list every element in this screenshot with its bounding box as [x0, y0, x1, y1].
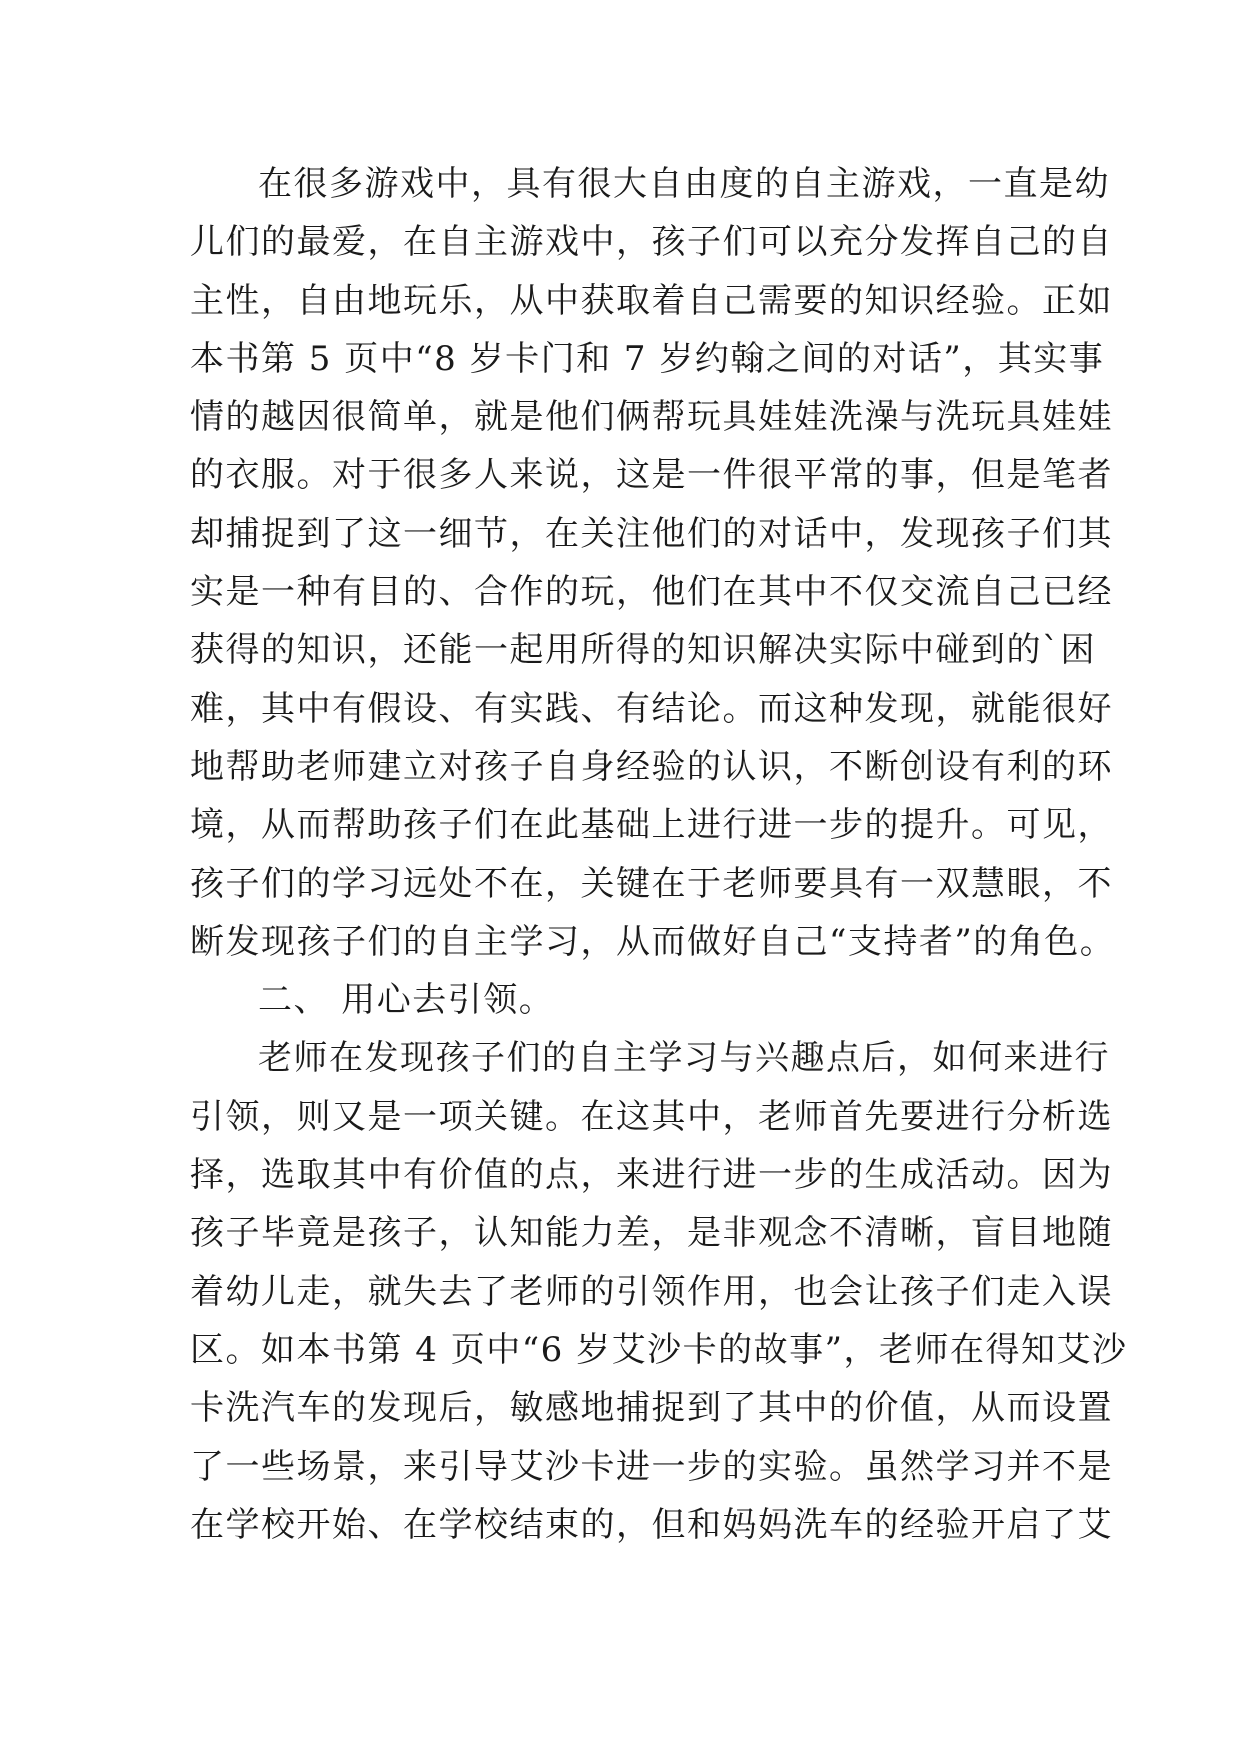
paragraph-line: 区。如本书第 4 页中“6 岁艾沙卡的故事”，老师在得知艾沙 [190, 1329, 1128, 1370]
paragraph-line: 境，从而帮助孩子们在此基础上进行进一步的提升。可见， [190, 805, 1113, 846]
paragraph-line: 卡洗汽车的发现后，敏感地捕捉到了其中的价值，从而设置 [190, 1388, 1113, 1429]
paragraph-line: 本书第 5 页中“8 岁卡门和 7 岁约翰之间的对话”，其实事 [190, 338, 1105, 379]
paragraph-line: 断发现孩子们的自主学习，从而做好自己“支持者”的角色。 [190, 921, 1116, 962]
paragraph-line: 择，选取其中有价值的点，来进行进一步的生成活动。因为 [190, 1155, 1113, 1196]
paragraph-line: 实是一种有目的、合作的玩，他们在其中不仅交流自己已经 [190, 572, 1113, 613]
paragraph-line: 儿们的最爱，在自主游戏中，孩子们可以充分发挥自己的自 [190, 222, 1113, 263]
paragraph-line: 地帮助老师建立对孩子自身经验的认识，不断创设有利的环 [190, 746, 1113, 787]
document-page [190, 155, 1128, 1554]
paragraph-line: 难，其中有假设、有实践、有结论。而这种发现，就能很好 [190, 688, 1113, 729]
paragraph-line: 获得的知识，还能一起用所得的知识解决实际中碰到的`困 [190, 630, 1096, 671]
paragraph-2 [190, 1029, 1128, 1554]
paragraph-line: 在学校开始、在学校结束的，但和妈妈洗车的经验开启了艾 [190, 1504, 1113, 1545]
paragraph-line: 主性，自由地玩乐，从中获取着自己需要的知识经验。正如 [190, 280, 1113, 321]
paragraph-1 [190, 155, 1116, 971]
paragraph-line: 着幼儿走，就失去了老师的引领作用，也会让孩子们走入误 [190, 1271, 1113, 1312]
paragraph-line: 孩子毕竟是孩子，认知能力差，是非观念不清晰，盲目地随 [190, 1213, 1113, 1254]
paragraph-line: 了一些场景，来引导艾沙卡进一步的实验。虽然学习并不是 [190, 1446, 1113, 1487]
paragraph-line: 却捕捉到了这一细节，在关注他们的对话中，发现孩子们其 [190, 513, 1113, 554]
paragraph-line: 情的越因很简单，就是他们俩帮玩具娃娃洗澡与洗玩具娃娃 [190, 397, 1113, 438]
paragraph-line: 的衣服。对于很多人来说，这是一件很平常的事，但是笔者 [190, 455, 1113, 496]
paragraph-line: 引领，则又是一项关键。在这其中，老师首先要进行分析选 [190, 1096, 1113, 1137]
paragraph-line: 在很多游戏中，具有很大自由度的自主游戏，一直是幼 [258, 164, 1110, 204]
paragraph-line: 孩子们的学习远处不在，关键在于老师要具有一双慧眼，不 [190, 863, 1113, 904]
paragraph-line: 老师在发现孩子们的自主学习与兴趣点后，如何来进行 [258, 1038, 1110, 1079]
section-heading: 二、 用心去引领。 [258, 980, 555, 1021]
